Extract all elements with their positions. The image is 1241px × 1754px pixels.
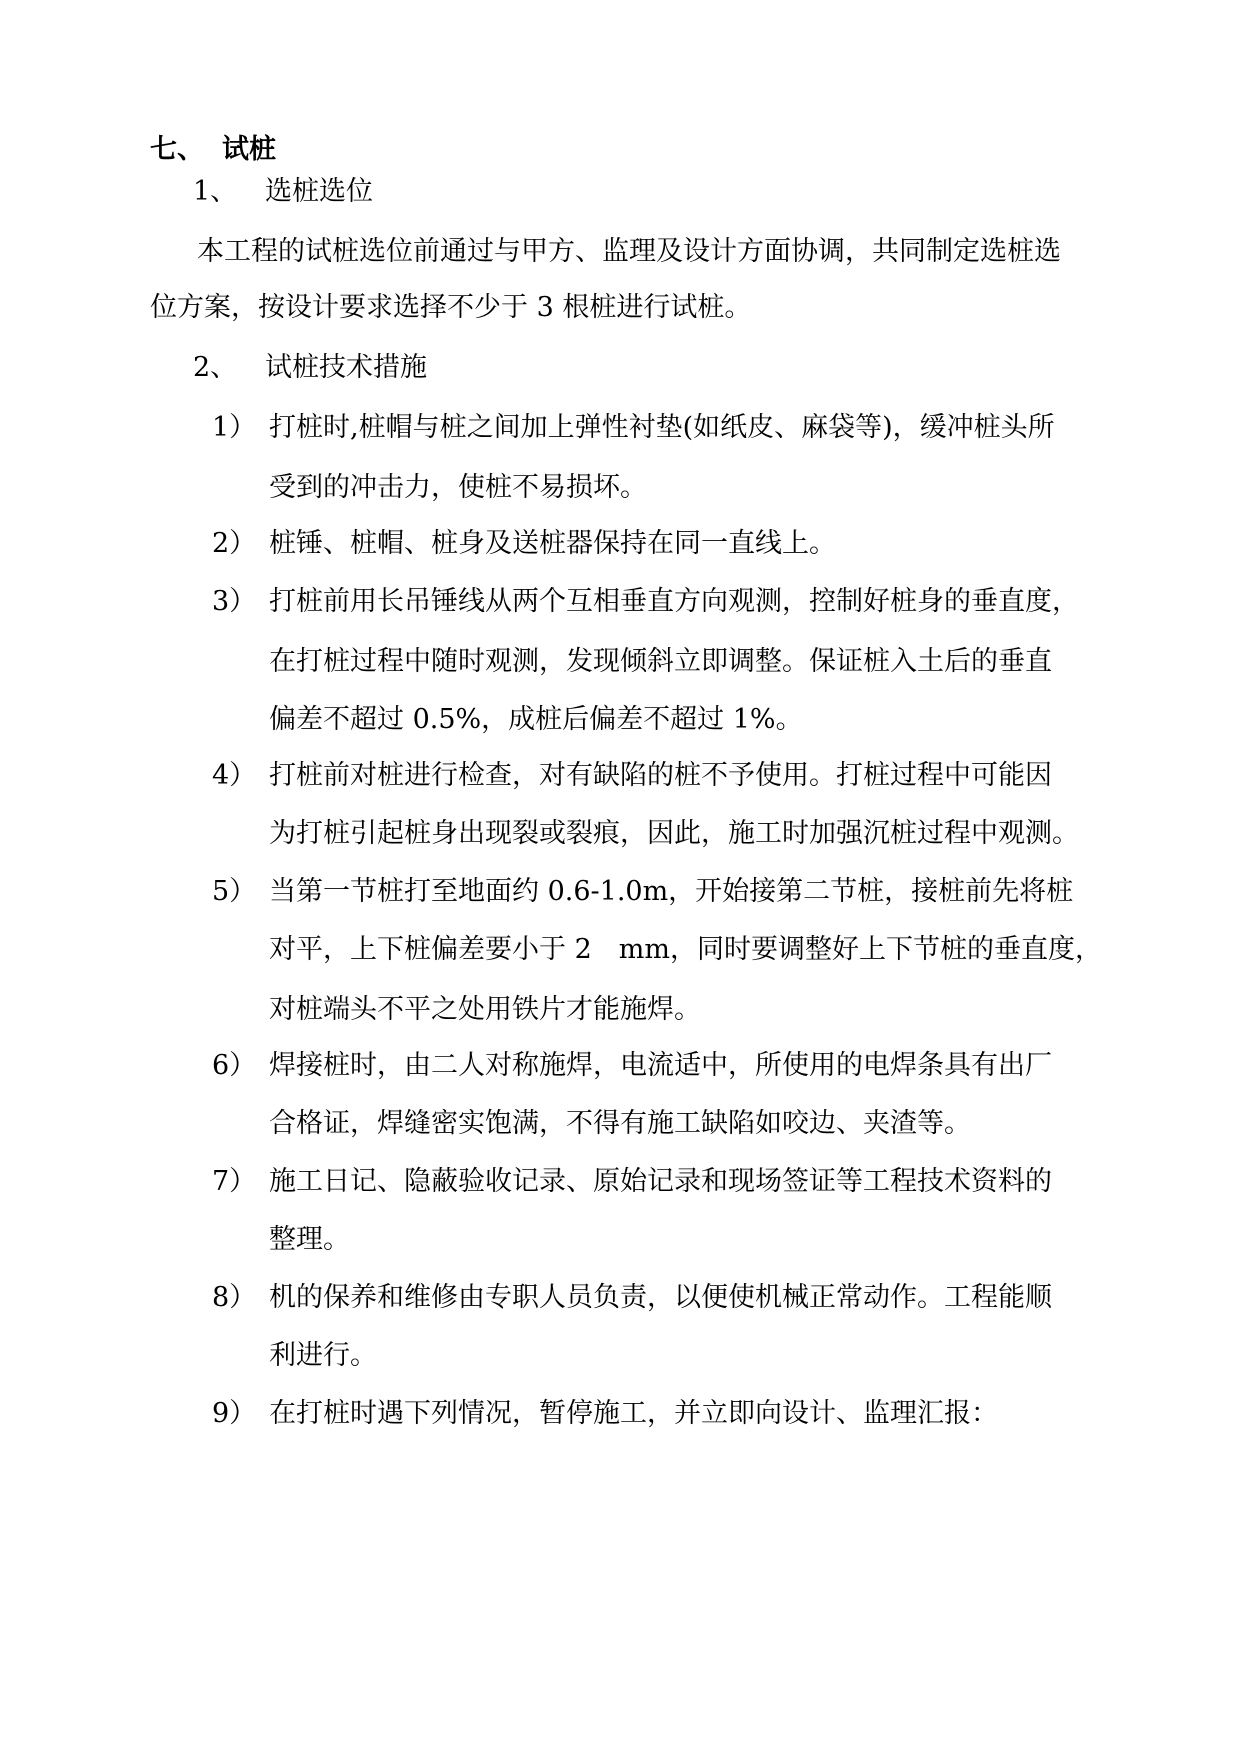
item-line: 在打桩时遇下列情况，暂停施工，并立即向设计、监理汇报： — [269, 1398, 998, 1429]
item-line: 整理。 — [269, 1224, 350, 1255]
paragraph-line: 位方案，按设计要求选择不少于 3 根桩进行试桩。 — [150, 292, 752, 323]
item-line: 合格证，焊缝密实饱满，不得有施工缺陷如咬边、夹渣等。 — [269, 1108, 971, 1139]
item-number: 7） — [212, 1166, 257, 1197]
section-number: 1、 — [193, 176, 238, 207]
item-number: 9） — [212, 1398, 257, 1429]
item-line: 受到的冲击力，使桩不易损坏。 — [269, 472, 647, 503]
item-line: 为打桩引起桩身出现裂或裂痕，因此，施工时加强沉桩过程中观测。 — [269, 818, 1079, 849]
item-line: 打桩前对桩进行检查，对有缺陷的桩不予使用。打桩过程中可能因 — [269, 760, 1052, 791]
item-line: 对桩端头不平之处用铁片才能施焊。 — [269, 994, 701, 1025]
item-line: 偏差不超过 0.5%，成桩后偏差不超过 1%。 — [269, 704, 803, 735]
item-line: 对平，上下桩偏差要小于 2 mm，同时要调整好上下节桩的垂直度， — [269, 934, 1102, 965]
section-title: 选桩选位 — [265, 176, 373, 207]
item-line: 当第一节桩打至地面约 0.6-1.0m，开始接第二节桩，接桩前先将桩 — [269, 876, 1074, 907]
item-number: 8） — [212, 1282, 257, 1313]
item-line: 桩锤、桩帽、桩身及送桩器保持在同一直线上。 — [269, 528, 836, 559]
chapter-heading — [150, 130, 276, 170]
item-line: 打桩时,桩帽与桩之间加上弹性衬垫(如纸皮、麻袋等)，缓冲桩头所 — [269, 412, 1055, 443]
item-line: 施工日记、隐蔽验收记录、原始记录和现场签证等工程技术资料的 — [269, 1166, 1052, 1197]
chapter-number: 七、 — [150, 134, 204, 165]
section-number: 2、 — [193, 352, 238, 383]
paragraph-line: 本工程的试桩选位前通过与甲方、监理及设计方面协调，共同制定选桩选 — [197, 236, 1061, 267]
item-number: 4） — [212, 760, 257, 791]
chapter-title: 试桩 — [222, 134, 276, 165]
item-number: 5） — [212, 876, 257, 907]
item-number: 1） — [212, 412, 257, 443]
item-number: 2） — [212, 528, 257, 559]
item-line: 在打桩过程中随时观测，发现倾斜立即调整。保证桩入土后的垂直 — [269, 646, 1052, 677]
item-line: 机的保养和维修由专职人员负责，以便使机械正常动作。工程能顺 — [269, 1282, 1052, 1313]
item-number: 3） — [212, 586, 257, 617]
section-title: 试桩技术措施 — [265, 352, 427, 383]
item-line: 焊接桩时，由二人对称施焊，电流适中，所使用的电焊条具有出厂 — [269, 1050, 1052, 1081]
item-line: 打桩前用长吊锤线从两个互相垂直方向观测，控制好桩身的垂直度， — [269, 586, 1079, 617]
section-heading-2 — [193, 348, 427, 388]
item-number: 6） — [212, 1050, 257, 1081]
item-line: 利进行。 — [269, 1340, 377, 1371]
section-heading-1 — [193, 172, 373, 212]
